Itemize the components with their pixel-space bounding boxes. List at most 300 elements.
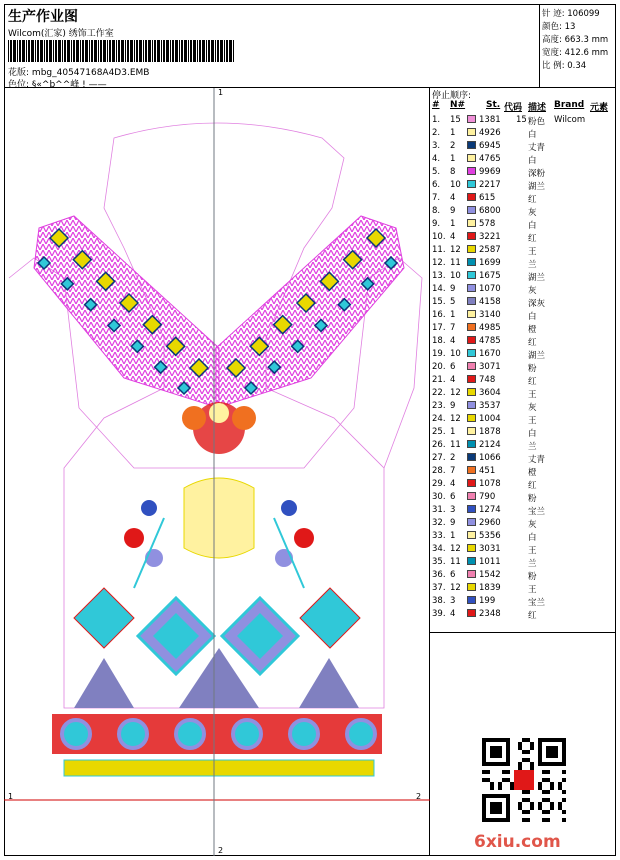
- barcode-bar: [103, 40, 106, 62]
- axis-right-label: 2: [416, 792, 422, 801]
- row-desc: 白: [528, 312, 537, 322]
- qr-module: [550, 782, 554, 786]
- table-row[interactable]: [430, 374, 616, 387]
- qr-module: [522, 810, 526, 814]
- row-needle: 2: [450, 141, 456, 151]
- color-swatch: [467, 492, 476, 500]
- color-swatch: [467, 427, 476, 435]
- barcode-bar: [35, 40, 36, 62]
- sequence-title: 停止顺序:: [432, 91, 472, 101]
- row-needle: 8: [450, 167, 456, 177]
- row-index: 30.: [432, 492, 446, 502]
- row-index: 37.: [432, 583, 446, 593]
- qr-module: [518, 746, 522, 750]
- color-swatch: [467, 531, 476, 539]
- qr-module: [522, 790, 526, 794]
- table-row[interactable]: [430, 283, 616, 296]
- row-stitches: 4785: [479, 336, 501, 346]
- barcode-bar: [85, 40, 88, 62]
- color-swatch: [467, 388, 476, 396]
- table-row[interactable]: [430, 543, 616, 556]
- row-stitches: 4985: [479, 323, 501, 333]
- qr-module: [518, 762, 522, 766]
- color-swatch: [467, 284, 476, 292]
- color-swatch: [467, 583, 476, 591]
- qr-module: [550, 806, 554, 810]
- qr-module: [522, 798, 526, 802]
- qr-module: [562, 810, 566, 814]
- color-swatch: [467, 401, 476, 409]
- watermark: 6xiu.com: [474, 832, 561, 852]
- qr-module: [542, 770, 546, 774]
- table-row[interactable]: [430, 426, 616, 439]
- row-needle: 10: [450, 180, 461, 190]
- row-index: 18.: [432, 336, 446, 346]
- lower-temple-row: [74, 648, 359, 708]
- qr-module: [546, 778, 550, 782]
- qr-code[interactable]: [482, 738, 566, 822]
- barcode-bar: [163, 40, 165, 62]
- table-row[interactable]: [430, 608, 616, 621]
- row-desc: 兰: [528, 260, 537, 270]
- color-swatch: [467, 245, 476, 253]
- qr-module: [522, 750, 526, 754]
- row-stitches: 2124: [479, 440, 501, 450]
- row-index: 25.: [432, 427, 446, 437]
- qr-module: [498, 782, 502, 786]
- row-index: 7.: [432, 193, 441, 203]
- qr-module: [490, 802, 502, 814]
- row-needle: 4: [450, 336, 456, 346]
- barcode-bar: [229, 40, 232, 62]
- row-needle: 7: [450, 323, 456, 333]
- row-stitches: 2348: [479, 609, 501, 619]
- color-swatch: [467, 518, 476, 526]
- qr-module: [526, 818, 530, 822]
- row-desc: 湖兰: [528, 182, 546, 192]
- row-desc: 橙: [528, 468, 537, 478]
- row-stitches: 1542: [479, 570, 501, 580]
- qr-module: [530, 766, 534, 770]
- row-stitches: 3071: [479, 362, 501, 372]
- color-swatch: [467, 115, 476, 123]
- qr-module: [562, 818, 566, 822]
- row-desc: 兰: [528, 559, 537, 569]
- qr-module: [514, 770, 534, 790]
- barcode-bar: [217, 40, 219, 62]
- row-stitches: 790: [479, 492, 496, 502]
- color-swatch: [467, 505, 476, 513]
- table-row[interactable]: [430, 179, 616, 192]
- col-element: 元素: [590, 103, 609, 113]
- row-desc: 粉: [528, 364, 537, 374]
- axis-top-label: 1: [218, 88, 224, 97]
- row-desc: 红: [528, 611, 537, 621]
- row-index: 39.: [432, 609, 446, 619]
- barcode-bar: [73, 40, 75, 62]
- table-row[interactable]: [430, 465, 616, 478]
- row-index: 15.: [432, 297, 446, 307]
- row-stitches: 1839: [479, 583, 501, 593]
- table-row[interactable]: [430, 114, 616, 127]
- barcode-bar: [184, 40, 187, 62]
- row-needle: 12: [450, 544, 461, 554]
- row-needle: 15: [450, 115, 461, 125]
- row-stitches: 3221: [479, 232, 501, 242]
- row-stitches: 1670: [479, 349, 501, 359]
- row-desc: 灰: [528, 286, 537, 296]
- qr-module: [530, 746, 534, 750]
- color-swatch: [467, 206, 476, 214]
- hem-band: [52, 714, 382, 776]
- row-desc: 灰: [528, 520, 537, 530]
- table-row[interactable]: [430, 140, 616, 153]
- qr-module: [546, 810, 550, 814]
- row-desc: 湖兰: [528, 351, 546, 361]
- row-desc: 红: [528, 481, 537, 491]
- barcode-bar: [208, 40, 210, 62]
- table-row[interactable]: [430, 192, 616, 205]
- qr-module: [546, 746, 558, 758]
- color-swatch: [467, 349, 476, 357]
- row-needle: 9: [450, 206, 456, 216]
- table-row[interactable]: [430, 530, 616, 543]
- barcode-bar: [55, 40, 57, 62]
- qr-module: [526, 750, 530, 754]
- barcode-bar: [130, 40, 133, 62]
- barcode-bar: [152, 40, 153, 62]
- table-row[interactable]: [430, 244, 616, 257]
- table-row[interactable]: [430, 335, 616, 348]
- qr-module: [518, 742, 522, 746]
- row-desc: 橙: [528, 325, 537, 335]
- color-swatch: [467, 375, 476, 383]
- barcode-bar: [202, 40, 205, 62]
- stat-width: 宽度: 412.6 mm: [542, 48, 609, 58]
- stat-colors: 颜色: 13: [542, 22, 576, 32]
- qr-module: [518, 806, 522, 810]
- barcode-bar: [46, 40, 48, 62]
- qr-module: [506, 770, 510, 774]
- qr-module: [562, 778, 566, 782]
- row-stitches: 4158: [479, 297, 501, 307]
- table-row[interactable]: [430, 387, 616, 400]
- barcode-bar: [31, 40, 34, 62]
- qr-module: [510, 782, 514, 786]
- table-row[interactable]: [430, 413, 616, 426]
- qr-module: [538, 806, 542, 810]
- table-row[interactable]: [430, 348, 616, 361]
- qr-module: [538, 786, 542, 790]
- qr-module: [546, 818, 550, 822]
- qr-module: [558, 782, 562, 786]
- hem-medallion: [176, 720, 204, 748]
- row-index: 8.: [432, 206, 441, 216]
- stop-sequence-panel: [430, 88, 616, 856]
- barcode-bar: [179, 40, 180, 62]
- table-row[interactable]: [430, 491, 616, 504]
- barcode-bar: [22, 40, 25, 62]
- studio-name: Wilcom(汇家) 绣饰工作室: [8, 29, 114, 39]
- col-brand: Brand: [554, 100, 585, 110]
- table-row[interactable]: [430, 400, 616, 413]
- color-swatch: [467, 128, 476, 136]
- barcode-bar: [112, 40, 115, 62]
- row-index: 14.: [432, 284, 446, 294]
- color-swatch: [467, 440, 476, 448]
- color-swatch: [467, 219, 476, 227]
- row-index: 10.: [432, 232, 446, 242]
- qr-module: [538, 782, 542, 786]
- row-needle: 11: [450, 440, 461, 450]
- row-index: 12.: [432, 258, 446, 268]
- col-stitches: St.: [486, 100, 501, 110]
- row-desc: 王: [528, 585, 537, 595]
- qr-module: [522, 818, 526, 822]
- row-needle: 12: [450, 414, 461, 424]
- row-brand: Wilcom: [554, 115, 586, 125]
- row-desc: 深粉: [528, 169, 546, 179]
- row-desc: 白: [528, 221, 537, 231]
- color-swatch: [467, 323, 476, 331]
- row-stitches: 9969: [479, 167, 501, 177]
- color-swatch: [467, 362, 476, 370]
- barcode-bar: [145, 40, 147, 62]
- qr-module: [486, 770, 490, 774]
- qr-module: [530, 802, 534, 806]
- panel-divider: [430, 632, 616, 633]
- barcode-bar: [67, 40, 70, 62]
- barcode-bar: [206, 40, 207, 62]
- barcode-bar: [224, 40, 225, 62]
- row-index: 24.: [432, 414, 446, 424]
- row-needle: 1: [450, 154, 456, 164]
- barcode-bar: [121, 40, 124, 62]
- barcode-bar: [80, 40, 81, 62]
- row-stitches: 1070: [479, 284, 501, 294]
- row-index: 32.: [432, 518, 446, 528]
- color-swatch: [467, 154, 476, 162]
- row-needle: 4: [450, 193, 456, 203]
- row-needle: 9: [450, 518, 456, 528]
- table-row[interactable]: [430, 439, 616, 452]
- qr-module: [562, 798, 566, 802]
- row-index: 28.: [432, 466, 446, 476]
- table-row[interactable]: [430, 569, 616, 582]
- row-index: 17.: [432, 323, 446, 333]
- row-index: 1.: [432, 115, 441, 125]
- barcode-bar: [190, 40, 192, 62]
- qr-module: [558, 806, 562, 810]
- qr-module: [562, 790, 566, 794]
- row-needle: 3: [450, 505, 456, 515]
- barcode-bar: [26, 40, 27, 62]
- row-code: 15: [516, 115, 527, 125]
- row-index: 29.: [432, 479, 446, 489]
- table-row[interactable]: [430, 231, 616, 244]
- qr-module: [526, 758, 530, 762]
- qr-module: [510, 786, 514, 790]
- table-row[interactable]: [430, 270, 616, 283]
- qr-module: [558, 786, 562, 790]
- file-label: 花版:: [8, 68, 30, 78]
- qr-module: [522, 738, 526, 742]
- table-row[interactable]: [430, 595, 616, 608]
- row-stitches: 1381: [479, 115, 501, 125]
- hem-medallion: [347, 720, 375, 748]
- row-stitches: 3537: [479, 401, 501, 411]
- barcode-bar: [17, 40, 18, 62]
- row-needle: 1: [450, 219, 456, 229]
- row-stitches: 2217: [479, 180, 501, 190]
- col-needle: N#: [450, 100, 466, 110]
- qr-module: [490, 746, 502, 758]
- barcode-bar: [157, 40, 160, 62]
- row-index: 4.: [432, 154, 441, 164]
- barcode-bar: [107, 40, 108, 62]
- row-index: 6.: [432, 180, 441, 190]
- row-stitches: 1004: [479, 414, 501, 424]
- row-desc: 王: [528, 390, 537, 400]
- barcode-bar: [226, 40, 228, 62]
- row-desc: 丈青: [528, 455, 546, 465]
- table-row[interactable]: [430, 166, 616, 179]
- row-needle: 7: [450, 466, 456, 476]
- barcode-bar: [91, 40, 93, 62]
- row-needle: 5: [450, 297, 456, 307]
- color-swatch: [467, 232, 476, 240]
- table-row[interactable]: [430, 517, 616, 530]
- barcode: [8, 40, 236, 62]
- barcode-bar: [10, 40, 12, 62]
- row-needle: 10: [450, 349, 461, 359]
- row-stitches: 4926: [479, 128, 501, 138]
- qr-module: [526, 810, 530, 814]
- color-swatch: [467, 557, 476, 565]
- row-desc: 粉: [528, 572, 537, 582]
- row-stitches: 4765: [479, 154, 501, 164]
- qr-module: [550, 802, 554, 806]
- color-value: §«^b^^峰 ! ——: [31, 80, 107, 90]
- barcode-bar: [220, 40, 223, 62]
- barcode-bar: [40, 40, 43, 62]
- table-row[interactable]: [430, 582, 616, 595]
- barcode-bar: [127, 40, 129, 62]
- row-needle: 12: [450, 245, 461, 255]
- table-row[interactable]: [430, 205, 616, 218]
- row-index: 33.: [432, 531, 446, 541]
- row-stitches: 199: [479, 596, 496, 606]
- qr-module: [542, 818, 546, 822]
- barcode-bar: [188, 40, 189, 62]
- row-stitches: 2587: [479, 245, 501, 255]
- file-name: mbg_40547168A4D3.EMB: [31, 68, 150, 78]
- table-row[interactable]: [430, 478, 616, 491]
- barcode-bar: [58, 40, 61, 62]
- table-row[interactable]: [430, 504, 616, 517]
- row-desc: 宝兰: [528, 507, 546, 517]
- barcode-bar: [28, 40, 30, 62]
- axis-left-label: 1: [8, 792, 14, 801]
- hem-medallion: [290, 720, 318, 748]
- row-needle: 11: [450, 258, 461, 268]
- barcode-bar: [71, 40, 72, 62]
- row-stitches: 1675: [479, 271, 501, 281]
- row-needle: 6: [450, 362, 456, 372]
- row-needle: 1: [450, 128, 456, 138]
- color-swatch: [467, 453, 476, 461]
- barcode-bar: [62, 40, 63, 62]
- table-row[interactable]: [430, 218, 616, 231]
- row-needle: 1: [450, 531, 456, 541]
- qr-module: [526, 790, 530, 794]
- row-stitches: 1699: [479, 258, 501, 268]
- table-row[interactable]: [430, 257, 616, 270]
- row-desc: 粉色: [528, 117, 546, 127]
- table-row[interactable]: [430, 127, 616, 140]
- qr-module: [542, 810, 546, 814]
- color-swatch: [467, 310, 476, 318]
- qr-module: [546, 770, 550, 774]
- row-stitches: 3140: [479, 310, 501, 320]
- row-desc: 丈青: [528, 143, 546, 153]
- table-row[interactable]: [430, 556, 616, 569]
- qr-module: [518, 766, 522, 770]
- row-desc: 红: [528, 377, 537, 387]
- table-row[interactable]: [430, 452, 616, 465]
- qr-module: [490, 786, 494, 790]
- table-row[interactable]: [430, 153, 616, 166]
- row-index: 21.: [432, 375, 446, 385]
- color-swatch: [467, 414, 476, 422]
- barcode-bar: [64, 40, 66, 62]
- color-swatch: [467, 141, 476, 149]
- row-desc: 白: [528, 429, 537, 439]
- row-desc: 王: [528, 247, 537, 257]
- color-swatch: [467, 271, 476, 279]
- qr-module: [542, 778, 546, 782]
- color-swatch: [467, 193, 476, 201]
- row-needle: 2: [450, 453, 456, 463]
- barcode-bar: [44, 40, 45, 62]
- row-needle: 10: [450, 271, 461, 281]
- row-needle: 4: [450, 609, 456, 619]
- table-row[interactable]: [430, 322, 616, 335]
- color-swatch: [467, 258, 476, 266]
- color-swatch: [467, 167, 476, 175]
- barcode-bar: [109, 40, 111, 62]
- table-row[interactable]: [430, 296, 616, 309]
- stat-height: 高度: 663.3 mm: [542, 35, 609, 45]
- barcode-bar: [211, 40, 214, 62]
- qr-module: [530, 762, 534, 766]
- color-swatch: [467, 596, 476, 604]
- row-desc: 粉: [528, 494, 537, 504]
- qr-module: [502, 770, 506, 774]
- row-stitches: 6800: [479, 206, 501, 216]
- qr-module: [546, 790, 550, 794]
- table-row[interactable]: [430, 309, 616, 322]
- barcode-bar: [116, 40, 117, 62]
- table-row[interactable]: [430, 361, 616, 374]
- color-swatch: [467, 544, 476, 552]
- color-swatch: [467, 609, 476, 617]
- barcode-bar: [175, 40, 178, 62]
- row-desc: 白: [528, 533, 537, 543]
- qr-module: [542, 798, 546, 802]
- barcode-bar: [118, 40, 120, 62]
- row-index: 16.: [432, 310, 446, 320]
